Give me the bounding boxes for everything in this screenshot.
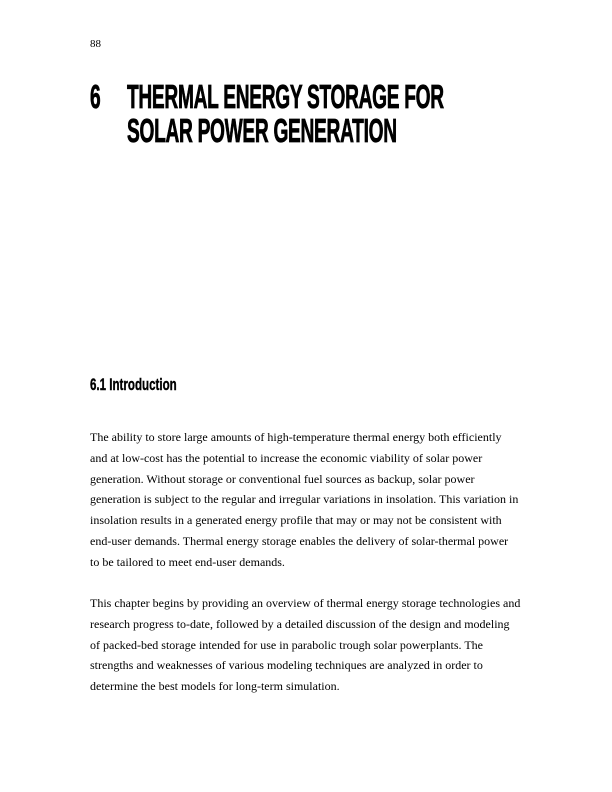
chapter-number: 6 xyxy=(90,78,101,115)
text-line: insolation results in a generated energy profile that may or may not be consistent with xyxy=(90,513,502,528)
text-line: end-user demands. Thermal energy storage enables the delivery of solar-thermal power xyxy=(90,533,509,548)
text-line: of packed-bed storage intended for use in parabolic trough solar powerplants. The xyxy=(90,637,483,652)
text-line: generation. Without storage or conventional fuel sources as backup, solar power xyxy=(90,471,475,486)
paragraph-1 xyxy=(90,427,518,573)
text-line: This chapter begins by providing an overview of thermal energy storage technologies and xyxy=(90,596,521,610)
text-line: generation is subject to the regular and irregular variations in insolation. This variation in xyxy=(90,492,519,507)
text-line: strengths and weaknesses of various modeling techniques are analyzed in order to xyxy=(90,658,483,673)
chapter-title-line-1: THERMAL ENERGY STORAGE FOR xyxy=(127,78,444,115)
paragraph-2 xyxy=(90,593,520,697)
chapter-title-line-2: SOLAR POWER GENERATION xyxy=(127,112,397,149)
text-line: determine the best models for long-term simulation. xyxy=(90,679,340,694)
text-line: The ability to store large amounts of high-temperature thermal energy both efficiently xyxy=(90,430,502,444)
page-number: 88 xyxy=(90,38,101,50)
text-line: research progress to-date, followed by a detailed discussion of the design and modeling xyxy=(90,616,510,631)
text-line: to be tailored to meet end-user demands. xyxy=(90,554,285,569)
text-line: and at low-cost has the potential to increase the economic viability of solar power xyxy=(90,450,483,465)
section-heading: 6.1 Introduction xyxy=(90,375,177,394)
